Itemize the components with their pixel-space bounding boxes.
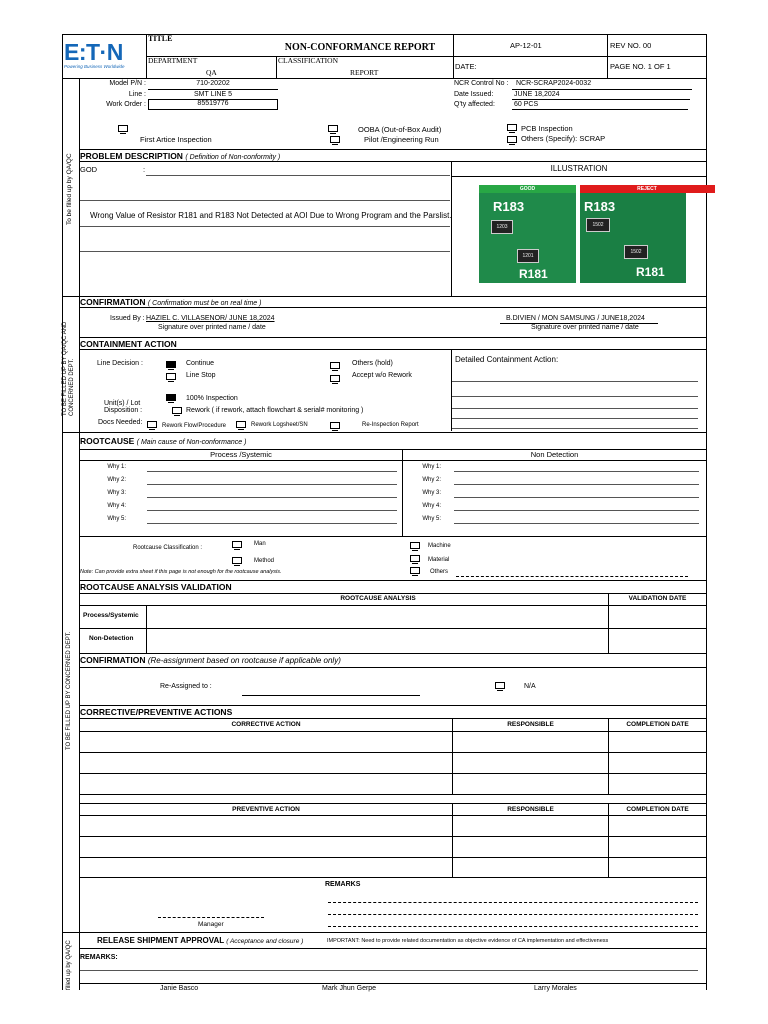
header-divider-4: [276, 56, 277, 78]
containment-top-line: [79, 337, 707, 338]
model-label: Model P/N :: [109, 80, 146, 87]
signer-2: Mark Jhun Gerpe: [322, 985, 377, 992]
preventive-header: PREVENTIVE ACTION: [232, 806, 300, 813]
process-why-label: Why 2:: [107, 477, 126, 483]
rootcause-note: Note: Can provide extra sheet if this page is not enough for the rootcause analysis.: [80, 569, 282, 575]
work-order-value: 85519776: [148, 99, 278, 110]
validation-row-line: [79, 628, 707, 629]
pilot-checkbox[interactable]: [330, 136, 340, 143]
qty-label: Q'ty affected:: [454, 101, 495, 108]
machine-checkbox[interactable]: [410, 542, 420, 549]
issued-by-caption: Signature over printed name / date: [158, 324, 266, 331]
nondetection-why-label: Why 1:: [422, 464, 441, 470]
accept-rework-checkbox[interactable]: [330, 375, 340, 382]
reassign-heading: [80, 655, 341, 665]
side-label-qaqc-2: filled up by QA/QC: [66, 940, 72, 990]
release-top-line: [62, 932, 707, 933]
process-why-input-line[interactable]: [147, 510, 397, 511]
reject-r181-text: R181: [636, 265, 665, 279]
completion-header-2: COMPLETION DATE: [626, 806, 689, 813]
eaton-logo: [64, 40, 126, 69]
detailed-line-5: [452, 428, 698, 429]
process-why-input-line[interactable]: [147, 484, 397, 485]
rootcause-heading: [80, 436, 246, 446]
frame-left-header: [62, 34, 63, 78]
rework-label: Rework ( if rework, attach flowchart & serial# monitoring ): [186, 407, 364, 414]
process-why-input-line[interactable]: [147, 523, 397, 524]
continue-label: Continue: [186, 360, 215, 367]
units-label: Unit(s) / Lot: [104, 400, 141, 407]
capa-top-line: [79, 705, 707, 706]
corrective-row-2: [79, 773, 707, 774]
frame-outer-left: [62, 78, 63, 990]
problem-top-line: [79, 149, 707, 150]
ncr-underline: [512, 89, 692, 90]
containment-header-line: [79, 349, 707, 350]
preventive-divider-2: [608, 803, 609, 877]
others-checkbox[interactable]: [507, 136, 517, 143]
illustration-label: ILLUSTRATION: [550, 164, 608, 173]
manager-signature-line: [158, 917, 264, 918]
reassign-header-line: [79, 667, 707, 668]
nondetection-why-label: Why 3:: [422, 490, 441, 496]
confirmation-heading-text: CONFIRMATION: [80, 297, 146, 307]
department-label: DEPARTMENT: [148, 56, 198, 65]
title-label: TITLE: [148, 34, 173, 43]
reject-photo: [580, 185, 686, 283]
non-detection-label: Non-Detection: [89, 635, 134, 642]
line-stop-checkbox[interactable]: [166, 373, 176, 380]
others-label: Others (Specify): SCRAP: [521, 134, 606, 143]
release-remarks-line: [80, 970, 698, 971]
nondetection-header: Non Detection: [530, 450, 579, 459]
page-title: NON-CONFORMANCE REPORT: [284, 42, 436, 53]
corrective-divider-1: [452, 718, 453, 794]
nondetection-why-input-line[interactable]: [454, 484, 699, 485]
process-why-label: Why 5:: [107, 516, 126, 522]
first-article-checkbox[interactable]: [118, 125, 128, 132]
logo-text: E:T·N: [64, 39, 123, 65]
process-why-label: Why 1:: [107, 464, 126, 470]
confirmation-heading: [80, 297, 261, 307]
reinspection-label: Re-Inspection Report: [362, 422, 419, 428]
reassign-subheading: (Re-assignment based on rootcause if applicable only): [147, 656, 341, 665]
good-r183-text: R183: [493, 199, 525, 214]
nondetection-why-input-line[interactable]: [454, 510, 699, 511]
ooba-label: OOBA (Out-of-Box Audit): [358, 125, 442, 134]
reassign-heading-text: CONFIRMATION: [80, 655, 146, 665]
validation-heading: ROOTCAUSE ANALYSIS VALIDATION: [80, 582, 232, 592]
rootcause-heading-text: ROOTCAUSE: [80, 436, 135, 446]
frame-left: [79, 78, 80, 990]
machine-label: Machine: [428, 543, 451, 549]
process-why-input-line[interactable]: [147, 497, 397, 498]
remarks-line-2: [328, 914, 698, 915]
man-checkbox[interactable]: [232, 541, 242, 548]
nondetection-why-label: Why 2:: [422, 477, 441, 483]
reject-label-extension: [686, 185, 715, 193]
rootcause-subheading: ( Main cause of Non-conformance ): [136, 439, 247, 446]
date-label: DATE:: [455, 62, 477, 71]
method-label: Method: [254, 558, 275, 564]
corrective-row-0: [79, 731, 707, 732]
nondetection-why-input-line[interactable]: [454, 523, 699, 524]
disposition-label: Disposition :: [104, 407, 143, 414]
validation-header-line-b: [79, 605, 707, 606]
good-photo: [479, 185, 576, 283]
confirmed-by-caption: Signature over printed name / date: [531, 324, 639, 331]
reassigned-label: Re-Assigned to :: [160, 683, 212, 690]
reject-resistor-1: 1502: [586, 218, 610, 232]
line-value: SMT LINE 5: [194, 91, 232, 98]
date-issued-value: JUNE 18,2024: [514, 91, 560, 98]
department-value: QA: [206, 68, 217, 77]
doc-code: AP-12-01: [510, 41, 542, 50]
classification-value: REPORT: [350, 68, 379, 77]
rework-checkbox[interactable]: [172, 407, 182, 414]
reject-label: REJECT: [580, 185, 686, 193]
validation-divider-2: [608, 593, 609, 653]
release-heading-text: RELEASE SHIPMENT APPROVAL: [97, 936, 224, 945]
release-subheading: ( Acceptance and closure ): [226, 938, 304, 945]
release-remarks-label: REMARKS:: [80, 954, 118, 961]
problem-heading-text: PROBLEM DESCRIPTION: [80, 151, 183, 161]
responsible-header-1: RESPONSIBLE: [507, 721, 554, 728]
ncr-label: NCR Control No :: [454, 80, 509, 87]
reinspection-checkbox[interactable]: [330, 422, 340, 429]
reassigned-line: [242, 695, 420, 696]
detailed-line-1: [452, 381, 698, 382]
rework-log-checkbox[interactable]: [236, 421, 246, 428]
date-issued-underline: [512, 99, 690, 100]
detailed-containment-label: Detailed Containment Action:: [455, 355, 559, 364]
na-label: N/A: [524, 683, 536, 690]
first-article-label: First Artice Inspection: [140, 135, 212, 144]
side-label-concerned: TO BE FILLED UP BY CONCERNED DEPT.: [66, 631, 72, 750]
release-signer-line: [79, 983, 707, 984]
problem-line-4: [80, 251, 450, 252]
header-bottom-line: [62, 78, 707, 79]
classification-label: CLASSIFICATION: [278, 56, 339, 65]
problem-header-line: [79, 161, 707, 162]
analysis-header: ROOTCAUSE ANALYSIS: [340, 595, 416, 602]
preventive-divider-1: [452, 803, 453, 877]
rework-flow-checkbox[interactable]: [147, 421, 157, 428]
page-number: PAGE NO. 1 OF 1: [610, 62, 671, 71]
model-value: 710-20202: [196, 80, 230, 87]
preventive-row-0: [79, 815, 707, 816]
rootcause-header-line-b: [79, 460, 707, 461]
good-resistor-1: 1203: [491, 220, 513, 234]
ooba-checkbox[interactable]: [328, 125, 338, 132]
god-label: GOD: [80, 165, 98, 174]
side-label-qaqc-concerned: TO BE FILLED UP BY QA/QC AND CONCERNED DEPT.: [62, 321, 75, 416]
rootcause-top-line: [62, 432, 707, 433]
detailed-line-2: [452, 396, 698, 397]
process-why-input-line[interactable]: [147, 471, 397, 472]
confirmed-by-value: B.DIVIEN / MON SAMSUNG / JUNE18,2024: [506, 315, 645, 322]
others-rootcause-line: [456, 576, 688, 577]
method-checkbox[interactable]: [232, 557, 242, 564]
remarks-label: REMARKS: [325, 881, 361, 888]
reject-resistor-2: 1502: [624, 245, 648, 259]
qty-underline: [512, 109, 688, 110]
release-header-line: [79, 948, 707, 949]
others-hold-checkbox[interactable]: [330, 362, 340, 369]
manager-label: Manager: [198, 921, 224, 928]
god-colon: :: [143, 165, 146, 174]
validation-divider-1: [146, 605, 147, 653]
issued-by-value: HAZIEL C. VILLASENOR/ JUNE 18,2024: [146, 315, 275, 322]
rev-number: REV NO. 00: [610, 41, 652, 50]
rework-log-label: Rework Logsheet/SN: [251, 422, 308, 428]
process-why-label: Why 3:: [107, 490, 126, 496]
frame-right: [706, 34, 707, 990]
signer-1: Janie Basco: [160, 985, 199, 992]
others-rootcause-label: Others: [430, 569, 449, 575]
process-header: Process /Systemic: [210, 450, 272, 459]
pcb-checkbox[interactable]: [507, 124, 517, 131]
responsible-header-2: RESPONSIBLE: [507, 806, 554, 813]
good-r181-text: R181: [519, 267, 548, 281]
detailed-line-4: [452, 418, 698, 419]
side-label-qaqc: To be filled up by QA/QC: [66, 153, 73, 225]
docs-needed-label: Docs Needed:: [98, 419, 143, 426]
line-label: Line :: [128, 91, 146, 98]
signer-3: Larry Morales: [534, 985, 577, 992]
illustration-divider: [451, 161, 452, 296]
validation-top-line: [79, 580, 707, 581]
others-hold-label: Others (hold): [352, 360, 393, 367]
rootcause-bottom-line: [79, 536, 707, 537]
corrective-divider-2: [608, 718, 609, 794]
nondetection-why-label: Why 5:: [422, 516, 441, 522]
corrective-row-1: [79, 752, 707, 753]
capa-heading: CORRECTIVE/PREVENTIVE ACTIONS: [80, 707, 233, 717]
corrective-row-3: [79, 794, 707, 795]
problem-heading: [80, 151, 280, 161]
release-important-note: IMPORTANT: Need to provide related documentation as objective evidence of CA implementation and effectiveness: [327, 938, 609, 944]
date-issued-label: Date Issued:: [454, 91, 494, 98]
validation-header-line-a: [79, 593, 707, 594]
issued-by-label: Issued By :: [110, 315, 145, 322]
material-checkbox[interactable]: [410, 555, 420, 562]
remarks-line-3: [328, 926, 698, 927]
inspection-100-checkbox[interactable]: [166, 394, 176, 401]
model-underline: [148, 89, 278, 90]
qty-value: 60 PCS: [514, 101, 539, 108]
continue-checkbox[interactable]: [166, 361, 176, 368]
nondetection-why-label: Why 4:: [422, 503, 441, 509]
man-label: Man: [254, 541, 266, 547]
others-rootcause-checkbox[interactable]: [410, 567, 420, 574]
problem-description: Wrong Value of Resistor R181 and R183 Not Detected at AOI Due to Wrong Program and the Parslist.: [90, 211, 452, 220]
line-stop-label: Line Stop: [186, 372, 216, 379]
god-line-1: [146, 175, 450, 176]
accept-rework-label: Accept w/o Rework: [352, 372, 412, 379]
reject-r183-text: R183: [584, 199, 616, 214]
process-systemic-label: Process/Systemic: [83, 612, 139, 619]
na-checkbox[interactable]: [495, 682, 505, 689]
confirmation-subheading: ( Confirmation must be on real time ): [147, 300, 262, 307]
pcb-label: PCB Inspection: [521, 124, 573, 133]
line-decision-label: Line Decision :: [97, 360, 143, 367]
nondetection-why-input-line[interactable]: [454, 497, 699, 498]
nondetection-why-input-line[interactable]: [454, 471, 699, 472]
containment-heading: CONTAINMENT ACTION: [80, 339, 177, 349]
confirmation-header-line: [79, 307, 707, 308]
pilot-label: Pilot /Engineering Run: [364, 135, 439, 144]
preventive-top-line: [79, 803, 707, 804]
capa-header-line: [79, 718, 707, 719]
corrective-header: CORRECTIVE ACTION: [231, 721, 301, 728]
rootcause-divider: [402, 449, 403, 536]
preventive-row-2: [79, 857, 707, 858]
logo-tagline: Powering Business Worldwide: [64, 64, 125, 69]
validation-date-header: VALIDATION DATE: [628, 595, 687, 602]
process-why-label: Why 4:: [107, 503, 126, 509]
illustration-header-line: [451, 176, 707, 177]
inspection-100-label: 100% Inspection: [186, 395, 238, 402]
problem-subheading: ( Definition of Non-conformity ): [185, 154, 281, 161]
detailed-line-3: [452, 408, 698, 409]
release-heading: [97, 936, 303, 945]
problem-line-3: [80, 226, 450, 227]
rework-flow-label: Rework Flow/Procedure: [162, 423, 227, 429]
ncr-value: NCR-SCRAP2024-0032: [516, 80, 592, 87]
good-label: GOOD: [479, 185, 576, 193]
remarks-line-1: [328, 902, 698, 903]
good-resistor-2: 1201: [517, 249, 539, 263]
preventive-row-3: [79, 877, 707, 878]
validation-bottom-line: [79, 653, 707, 654]
completion-header-1: COMPLETION DATE: [626, 721, 689, 728]
material-label: Material: [428, 557, 450, 563]
rootcause-classification-label: Rootcause Classification :: [133, 545, 203, 551]
work-order-label: Work Order :: [106, 101, 146, 108]
preventive-row-1: [79, 836, 707, 837]
header-mid-line: [146, 56, 707, 57]
problem-line-2: [80, 200, 450, 201]
